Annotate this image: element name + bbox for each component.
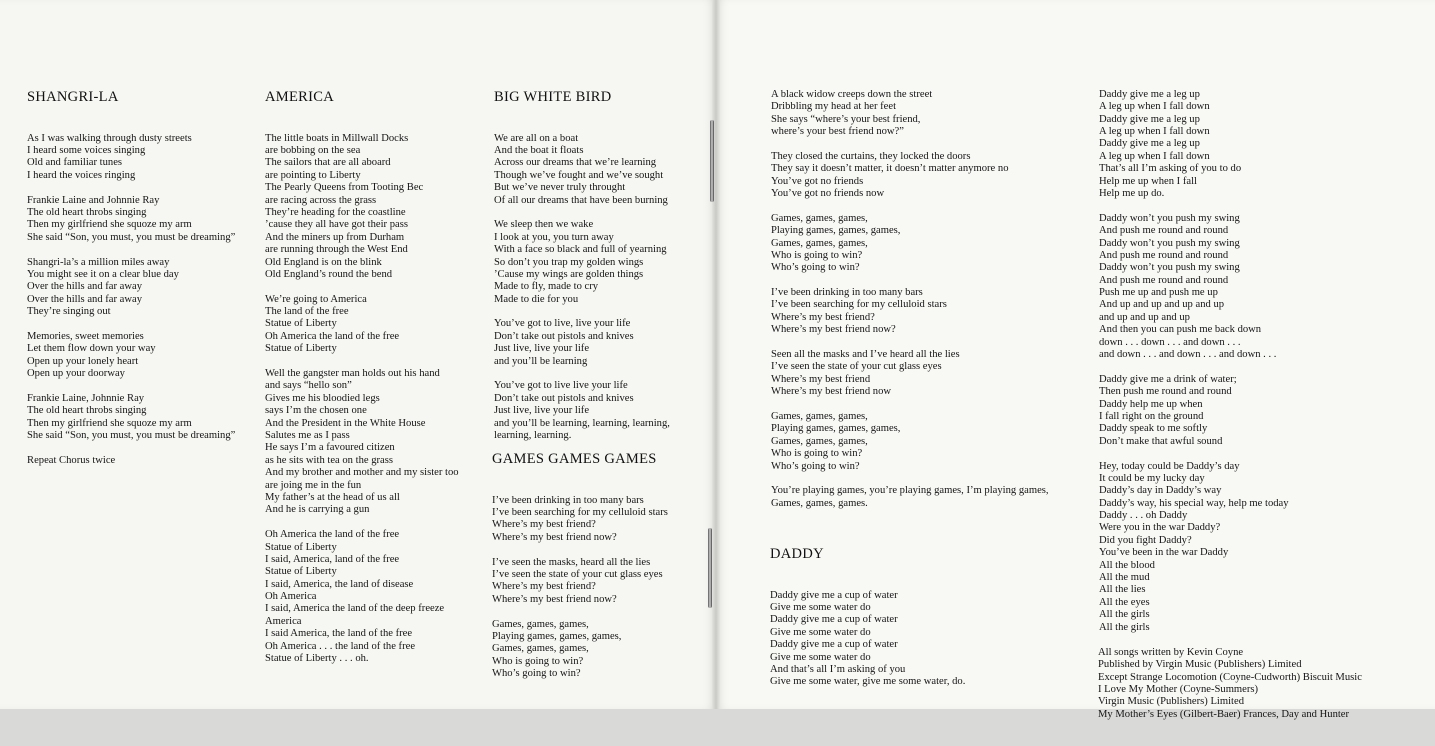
- lyric-line: Daddy give me a leg up: [1099, 138, 1200, 150]
- lyric-line: are racing across the grass: [265, 194, 377, 206]
- lyric-line: The sailors that are all aboard: [265, 157, 391, 169]
- lyric-line: Daddy’s day in Daddy’s way: [1099, 485, 1222, 497]
- lyric-line: Just live, live your life: [494, 405, 590, 417]
- lyric-line: They’re heading for the coastline: [265, 206, 406, 218]
- lyric-line: Don’t take out pistols and knives: [494, 330, 634, 342]
- stanza-break: [771, 337, 1049, 349]
- lyric-line: Well the gangster man holds out his hand: [265, 368, 440, 380]
- lyric-line: And push me round and round: [1099, 249, 1229, 261]
- song-games-games-games: [492, 425, 668, 705]
- lyric-line: Were you in the war Daddy?: [1099, 522, 1221, 534]
- lyric-line: And push me round and round: [1099, 274, 1229, 286]
- stanza-break: [771, 399, 1049, 411]
- lyric-line: He says I’m a favoured citizen: [265, 442, 395, 454]
- lyric-line: I’ve been searching for my celluloid stars: [771, 299, 947, 311]
- lyric-line: My Mother’s Eyes (Gilbert-Baer) Frances, Day and Hunter: [1098, 708, 1350, 720]
- stanza-break: [265, 517, 459, 529]
- stanza-break: [492, 544, 668, 556]
- lyric-line: Then my girlfriend she squoze my arm: [27, 219, 192, 231]
- lyric-line: And the boat it floats: [494, 145, 584, 157]
- lyric-line: She said “Son, you must, you must be dreaming”: [27, 430, 236, 441]
- lyric-line: As I was walking through dusty streets: [27, 132, 192, 144]
- lyric-line: Daddy won’t you push my swing: [1099, 237, 1240, 249]
- lyric-line: So don’t you trap my golden wings: [494, 256, 644, 268]
- lyric-line: Frankie Laine, Johnnie Ray: [27, 392, 145, 404]
- lyric-line: Where’s my best friend now?: [492, 593, 617, 605]
- lyric-line: With a face so black and full of yearning: [494, 244, 667, 256]
- lyric-line: The old heart throbs singing: [27, 405, 147, 417]
- lyric-line: You’ve got to live, live your life: [494, 318, 631, 330]
- lyric-line: Daddy give me a cup of water: [770, 614, 898, 626]
- lyric-line: where’s your best friend now?”: [771, 125, 904, 137]
- stanza-break: [1099, 361, 1289, 373]
- lyric-line: I said, America, land of the free: [265, 553, 400, 565]
- song-title: DADDY: [770, 545, 824, 562]
- lyric-line: Hey, today could be Daddy’s day: [1099, 460, 1240, 472]
- lyric-line: Repeat Chorus twice: [27, 454, 116, 466]
- lyric-line: Oh America the land of the free: [265, 330, 400, 342]
- lyric-line: Across our dreams that we’re learning: [494, 157, 657, 169]
- lyric-line: Let them flow down your way: [27, 343, 156, 355]
- lyric-line: I’ve seen the masks, heard all the lies: [492, 556, 651, 568]
- lyric-line: The little boats in Millwall Docks: [265, 132, 409, 144]
- lyric-line: I heard some voices singing: [27, 145, 146, 157]
- lyrics-block: [1099, 89, 1289, 634]
- lyric-line: Old England’s round the bend: [265, 268, 393, 280]
- stanza-break: [27, 182, 235, 194]
- lyric-line: Oh America . . . the land of the free: [265, 640, 416, 652]
- lyric-line: I’ve seen the state of your cut glass eyes: [492, 568, 663, 580]
- lyric-line: Who’s going to win?: [771, 460, 860, 472]
- lyric-line: America: [265, 615, 302, 627]
- lyric-line: And push me round and round: [1099, 225, 1229, 237]
- lyric-line: A black widow creeps down the street: [771, 88, 933, 100]
- lyric-line: and you’ll be learning: [494, 355, 588, 367]
- stanza-break: [494, 207, 670, 219]
- lyric-line: Statue of Liberty: [265, 343, 337, 355]
- lyric-line: and says “hello son”: [265, 380, 352, 392]
- lyric-line: Gives me his bloodied legs: [265, 392, 380, 404]
- lyric-line: You’ve got to live live your life: [494, 380, 628, 392]
- lyrics-block: [27, 133, 235, 468]
- stanza-break: [494, 306, 670, 318]
- lyric-line: Statue of Liberty: [265, 566, 337, 578]
- lyric-line: Games, games, games,: [771, 410, 868, 422]
- lyric-line: And he is carrying a gun: [265, 504, 370, 516]
- credits-block: [1098, 647, 1362, 721]
- lyric-line: Don’t make that awful sound: [1099, 435, 1223, 447]
- lyric-line: learning, learning.: [494, 430, 572, 441]
- lyric-line: Daddy . . . oh Daddy: [1099, 510, 1188, 522]
- lyric-line: And the President in the White House: [265, 417, 426, 429]
- lyric-line: Where’s my best friend now?: [492, 531, 617, 543]
- lyric-line: Open up your lonely heart: [27, 355, 139, 367]
- lyric-line: Over the hills and far away: [27, 293, 143, 305]
- stanza-break: [494, 368, 670, 380]
- stanza-break: [771, 138, 1049, 150]
- lyric-line: Old England is on the blink: [265, 256, 382, 268]
- lyric-line: Playing games, games, games,: [492, 630, 622, 642]
- lyrics-block: [771, 89, 1049, 510]
- lyric-line: I Love My Mother (Coyne-Summers): [1098, 683, 1259, 695]
- lyric-line: That’s all I’m asking of you to do: [1099, 163, 1242, 175]
- lyric-line: and down . . . and down . . . and down . . .: [1099, 349, 1277, 361]
- lyric-line: are pointing to Liberty: [265, 169, 361, 181]
- credits: [1098, 622, 1362, 746]
- lyric-line: Of all our dreams that have been burning: [494, 194, 668, 206]
- lyric-line: ’cause they all have got their pass: [265, 219, 408, 231]
- lyric-line: Daddy give me a cup of water: [770, 639, 898, 651]
- lyric-line: They’re singing out: [27, 306, 111, 318]
- lyric-line: Don’t take out pistols and knives: [494, 392, 634, 404]
- lyric-line: Seen all the masks and I’ve heard all the lies: [771, 349, 960, 361]
- stanza-break: [27, 318, 235, 330]
- stanza-break: [1099, 448, 1289, 460]
- lyric-line: Frankie Laine and Johnnie Ray: [27, 194, 160, 206]
- lyric-line: Games, games, games,: [492, 618, 589, 630]
- lyric-line: Who is going to win?: [771, 249, 863, 261]
- lyric-line: And my brother and mother and my sister too: [265, 467, 459, 479]
- lyric-line: and you’ll be learning, learning, learning,: [494, 417, 670, 429]
- stanza-break: [27, 380, 235, 392]
- lyric-line: Just live, live your life: [494, 343, 590, 355]
- lyric-line: They say it doesn’t matter, it doesn’t matter anymore no: [771, 163, 1009, 175]
- lyric-line: Dribbling my head at her feet: [771, 101, 897, 113]
- lyric-line: She says “where’s your best friend,: [771, 113, 921, 125]
- lyric-line: A leg up when I fall down: [1099, 125, 1210, 137]
- lyric-line: You’ve got no friends: [771, 175, 864, 187]
- lyric-line: Daddy give me a drink of water;: [1099, 373, 1237, 385]
- lyric-line: Games, games, games,: [771, 435, 868, 447]
- lyric-line: All the mud: [1099, 572, 1150, 584]
- staple-top: [710, 120, 714, 202]
- lyrics-block: [492, 495, 668, 681]
- lyric-line: Push me up and push me up: [1099, 287, 1218, 299]
- lyric-line: I heard the voices ringing: [27, 169, 136, 181]
- lyric-line: Virgin Music (Publishers) Limited: [1098, 696, 1244, 708]
- lyric-line: Daddy help me up when: [1099, 398, 1203, 410]
- lyric-line: Where’s my best friend?: [492, 519, 596, 531]
- lyric-line: Games, games, games,: [771, 212, 868, 224]
- lyric-line: All the eyes: [1099, 596, 1150, 608]
- lyric-line: Published by Virgin Music (Publishers) Limited: [1098, 659, 1302, 671]
- song-title: SHANGRI-LA: [27, 88, 119, 105]
- song-title: BIG WHITE BIRD: [494, 88, 612, 105]
- lyric-line: They closed the curtains, they locked the doors: [771, 150, 971, 162]
- lyric-line: Daddy give me a leg up: [1099, 88, 1200, 100]
- stanza-break: [492, 606, 668, 618]
- stanza-break: [1099, 200, 1289, 212]
- lyric-line: You’ve been in the war Daddy: [1099, 547, 1229, 559]
- stanza-break: [27, 244, 235, 256]
- lyric-line: Who is going to win?: [492, 655, 584, 667]
- lyric-line: All songs written by Kevin Coyne: [1098, 646, 1244, 658]
- lyric-line: Give me some water do: [770, 602, 871, 614]
- lyric-line: You’ve got no friends now: [771, 187, 885, 199]
- song-title: AMERICA: [265, 88, 334, 105]
- lyric-line: Games, games, games,: [771, 237, 868, 249]
- lyric-line: are running through the West End: [265, 244, 408, 256]
- lyric-line: Who is going to win?: [771, 448, 863, 460]
- lyric-line: ’Cause my wings are golden things: [494, 268, 644, 280]
- lyric-line: Daddy speak to me softly: [1099, 423, 1208, 435]
- lyric-line: Where’s my best friend?: [492, 581, 596, 593]
- lyric-line: She said “Son, you must, you must be dreaming”: [27, 231, 236, 243]
- stanza-break: [265, 356, 459, 368]
- stanza-break: [771, 473, 1049, 485]
- lyric-line: My father’s at the head of us all: [265, 491, 400, 503]
- song-games-continued: [771, 64, 1049, 535]
- lyric-line: Daddy’s way, his special way, help me today: [1099, 497, 1289, 509]
- lyric-line: Statue of Liberty: [265, 318, 337, 330]
- lyric-line: Old and familiar tunes: [27, 157, 123, 169]
- lyric-line: We’re going to America: [265, 293, 367, 305]
- lyric-line: Open up your doorway: [27, 368, 125, 380]
- lyric-line: Give me some water do: [770, 626, 871, 638]
- lyric-line: as he sits with tea on the grass: [265, 454, 393, 466]
- lyric-line: A leg up when I fall down: [1099, 150, 1210, 162]
- lyric-line: Help me up when I fall: [1099, 175, 1197, 187]
- lyric-line: Give me some water, give me some water, do.: [770, 676, 966, 688]
- lyric-line: And the miners up from Durham: [265, 231, 405, 243]
- lyric-line: Except Strange Locomotion (Coyne-Cudworth) Biscuit Music: [1098, 671, 1362, 683]
- lyric-line: Who’s going to win?: [771, 262, 860, 274]
- lyric-line: I’ve seen the state of your cut glass eyes: [771, 361, 942, 373]
- lyric-line: Give me some water do: [770, 651, 871, 663]
- lyric-line: You might see it on a clear blue day: [27, 268, 179, 280]
- lyric-line: and up and up and up: [1099, 311, 1190, 323]
- lyric-line: I’ve been drinking in too many bars: [771, 287, 923, 299]
- lyric-line: We sleep then we wake: [494, 219, 594, 231]
- lyric-line: Oh America: [265, 591, 317, 603]
- stanza-break: [771, 200, 1049, 212]
- lyric-line: Shangri-la’s a million miles away: [27, 256, 170, 268]
- lyrics-block: [770, 590, 965, 689]
- lyric-line: All the girls: [1099, 609, 1150, 621]
- lyric-line: Oh America the land of the free: [265, 529, 400, 541]
- lyric-line: Did you fight Daddy?: [1099, 534, 1192, 546]
- song-daddy: [770, 520, 965, 714]
- lyric-line: I’ve been drinking in too many bars: [492, 494, 644, 506]
- lyric-line: I fall right on the ground: [1099, 410, 1204, 422]
- lyric-line: Games, games, games,: [492, 643, 589, 655]
- lyric-line: But we’ve never truly throught: [494, 182, 626, 194]
- lyric-line: are bobbing on the sea: [265, 145, 361, 157]
- lyric-line: Daddy give me a cup of water: [770, 589, 898, 601]
- lyric-line: Playing games, games, games,: [771, 423, 901, 435]
- lyric-line: And that’s all I’m asking of you: [770, 663, 906, 675]
- lyric-line: I look at you, you turn away: [494, 231, 614, 243]
- song-title: GAMES GAMES GAMES: [492, 450, 657, 467]
- lyrics-block: [494, 133, 670, 443]
- lyric-line: Salutes me as I pass: [265, 430, 350, 441]
- lyric-line: It could be my lucky day: [1099, 472, 1205, 484]
- lyric-line: And then you can push me back down: [1099, 324, 1262, 336]
- lyric-line: Then push me round and round: [1099, 386, 1232, 398]
- lyric-line: Over the hills and far away: [27, 281, 143, 293]
- lyric-line: The old heart throbs singing: [27, 206, 147, 218]
- stanza-break: [27, 442, 235, 454]
- booklet-fold: [712, 0, 720, 709]
- stanza-break: [265, 281, 459, 293]
- lyric-line: Statue of Liberty . . . oh.: [265, 653, 369, 665]
- lyric-line: And up and up and up and up: [1099, 299, 1225, 311]
- lyric-line: Memories, sweet memories: [27, 330, 144, 342]
- lyric-line: Playing games, games, games,: [771, 225, 901, 237]
- song-daddy-continued: [1099, 64, 1289, 659]
- lyric-line: The Pearly Queens from Tooting Bec: [265, 182, 424, 194]
- lyrics-block: [265, 133, 459, 666]
- lyric-line: Who’s going to win?: [492, 668, 581, 680]
- lyric-line: Help me up do.: [1099, 187, 1165, 199]
- song-shangri-la: [27, 63, 235, 492]
- stanza-break: [771, 275, 1049, 287]
- lyric-line: Where’s my best friend?: [771, 311, 875, 323]
- lyric-line: Where’s my best friend: [771, 373, 871, 385]
- song-america: [265, 63, 459, 690]
- staple-bottom: [708, 528, 712, 608]
- lyric-line: All the lies: [1099, 584, 1146, 596]
- lyric-line: Though we’ve fought and we’ve sought: [494, 169, 664, 181]
- lyric-line: Daddy won’t you push my swing: [1099, 262, 1240, 274]
- lyric-line: We are all on a boat: [494, 132, 579, 144]
- lyric-line: Made to fly, made to cry: [494, 281, 599, 293]
- song-big-white-bird: [494, 63, 670, 467]
- lyric-line: Made to die for you: [494, 293, 579, 305]
- lyric-line: Games, games, games.: [771, 497, 868, 509]
- lyric-line: A leg up when I fall down: [1099, 101, 1210, 113]
- lyric-line: Statue of Liberty: [265, 541, 337, 553]
- lyric-line: are joing me in the fun: [265, 479, 362, 491]
- lyric-line: says I’m the chosen one: [265, 405, 367, 417]
- lyric-line: All the girls: [1099, 621, 1150, 633]
- lyric-line: Daddy won’t you push my swing: [1099, 212, 1240, 224]
- lyric-line: All the blood: [1099, 559, 1155, 571]
- lyric-line: Daddy give me a leg up: [1099, 113, 1200, 125]
- lyric-line: I said America, the land of the free: [265, 628, 413, 640]
- lyric-line: down . . . down . . . and down . . .: [1099, 336, 1241, 348]
- lyric-line: Then my girlfriend she squoze my arm: [27, 417, 192, 429]
- lyric-line: You’re playing games, you’re playing games, I’m playing games,: [771, 485, 1049, 497]
- lyric-line: I said, America, the land of disease: [265, 578, 414, 590]
- lyric-line: Where’s my best friend now?: [771, 324, 896, 336]
- lyric-line: I’ve been searching for my celluloid stars: [492, 507, 668, 519]
- lyric-line: I said, America the land of the deep freeze: [265, 603, 445, 615]
- lyric-line: The land of the free: [265, 306, 349, 318]
- lyric-line: Where’s my best friend now: [771, 386, 892, 398]
